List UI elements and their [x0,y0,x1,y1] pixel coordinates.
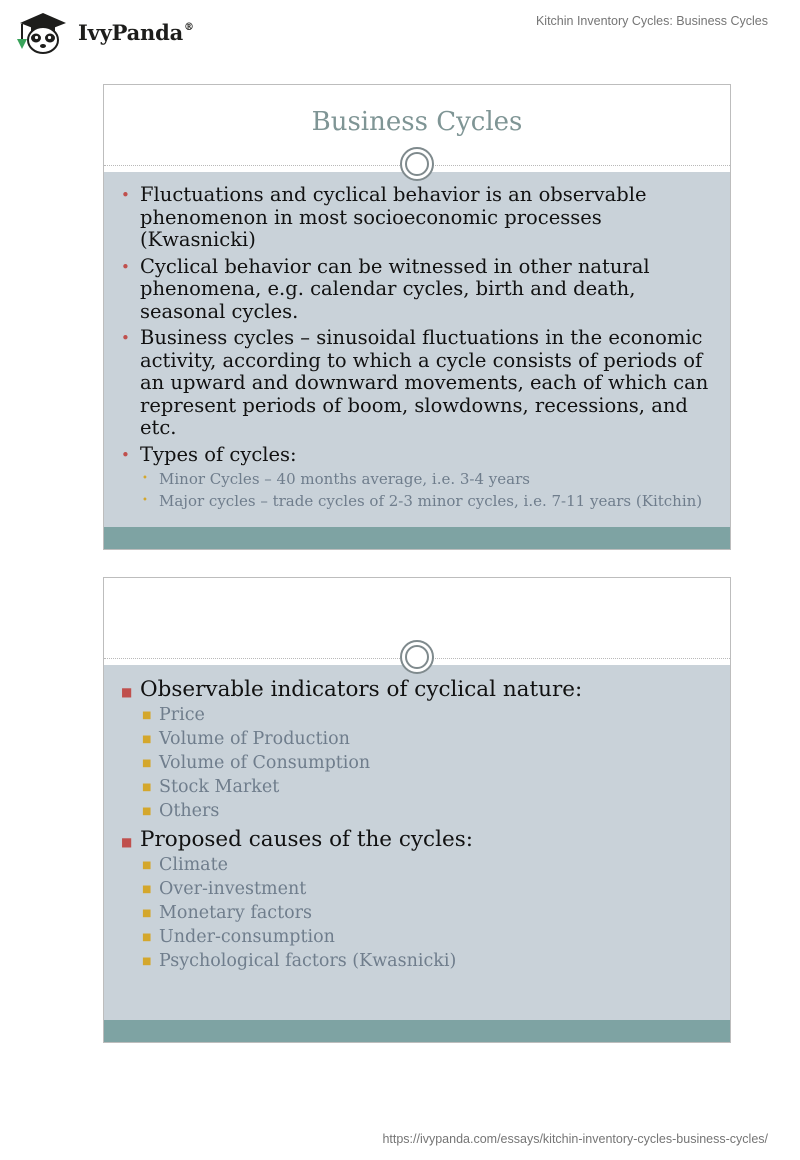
sub-list-item: ■ Psychological factors (Kwasnicki) [121,949,720,973]
red-square-bullet-icon: ■ [121,835,133,849]
yellow-square-bullet-icon: ■ [142,710,152,721]
sub-list-item: ■ Over-investment [121,877,720,901]
list-item: • Types of cycles: [121,442,297,466]
brand-logo[interactable] [14,9,194,55]
sub-list-item: • Major cycles – trade cycles of 2-3 minor cycles, i.e. 7-11 years (Kitchin) [142,492,703,510]
circle-ornament-icon [400,640,434,674]
yellow-square-bullet-icon: ■ [142,806,152,817]
slide-footer-bar [104,1020,730,1042]
bullet-list [121,184,720,512]
yellow-square-bullet-icon: ■ [142,908,152,919]
sub-list-item: • Minor Cycles – 40 months average, i.e. 3-4 years [142,470,530,488]
yellow-square-bullet-icon: ■ [142,758,152,769]
sub-list-item: ■ Volume of Consumption [121,751,720,775]
yellow-square-bullet-icon: ■ [142,956,152,967]
list-item: • Cyclical behavior can be witnessed in other natural phenomena, e.g. calendar cycles, birth and death, seasonal cycles. [121,254,650,323]
list-heading-causes: ■ Proposed causes of the cycles: [121,827,720,853]
slide-business-cycles [103,84,731,550]
yellow-square-bullet-icon: ■ [142,734,152,745]
list-item: • Business cycles – sinusoidal fluctuations in the economic activity, according to which a cycle consists of periods of an upward and downward movements, each of which can represent periods of boom, slowdowns, recessions, and etc. [121,326,709,439]
slide-title: Business Cycles [311,107,523,137]
sub-list-item: ■ Stock Market [121,775,720,799]
bullet-list [121,677,720,973]
panda-graduation-cap-icon [14,9,72,55]
red-dot-bullet-icon: • [121,186,130,204]
yellow-dot-bullet-icon: • [142,473,148,484]
list-heading-indicators: ■ Observable indicators of cyclical nature: [121,677,720,703]
yellow-square-bullet-icon: ■ [142,884,152,895]
yellow-dot-bullet-icon: • [142,495,148,506]
yellow-square-bullet-icon: ■ [142,782,152,793]
red-dot-bullet-icon: • [121,329,130,347]
yellow-square-bullet-icon: ■ [142,932,152,943]
red-dot-bullet-icon: • [121,257,130,276]
sub-list-item: ■ Monetary factors [121,901,720,925]
sub-list-item: ■ Others [121,799,720,823]
source-url-link[interactable]: https://ivypanda.com/essays/kitchin-inventory-cycles-business-cycles/ [382,1132,768,1146]
sub-list-item: ■ Volume of Production [121,727,720,751]
brand-name: IvyPanda® [78,19,194,45]
sub-list-item: ■ Price [121,703,720,727]
slide-indicators-and-causes [103,577,731,1043]
circle-ornament-icon [400,147,434,181]
sub-list-item: ■ Climate [121,853,720,877]
slide-footer-bar [104,527,730,549]
document-title: Kitchin Inventory Cycles: Business Cycles [535,14,768,28]
list-item: • Fluctuations and cyclical behavior is an observable phenomenon in most socioeconomic processes (Kwasnicki) [121,183,647,251]
red-square-bullet-icon: ■ [121,685,133,699]
sub-list-item: ■ Under-consumption [121,925,720,949]
red-dot-bullet-icon: • [121,445,130,464]
yellow-square-bullet-icon: ■ [142,860,152,871]
